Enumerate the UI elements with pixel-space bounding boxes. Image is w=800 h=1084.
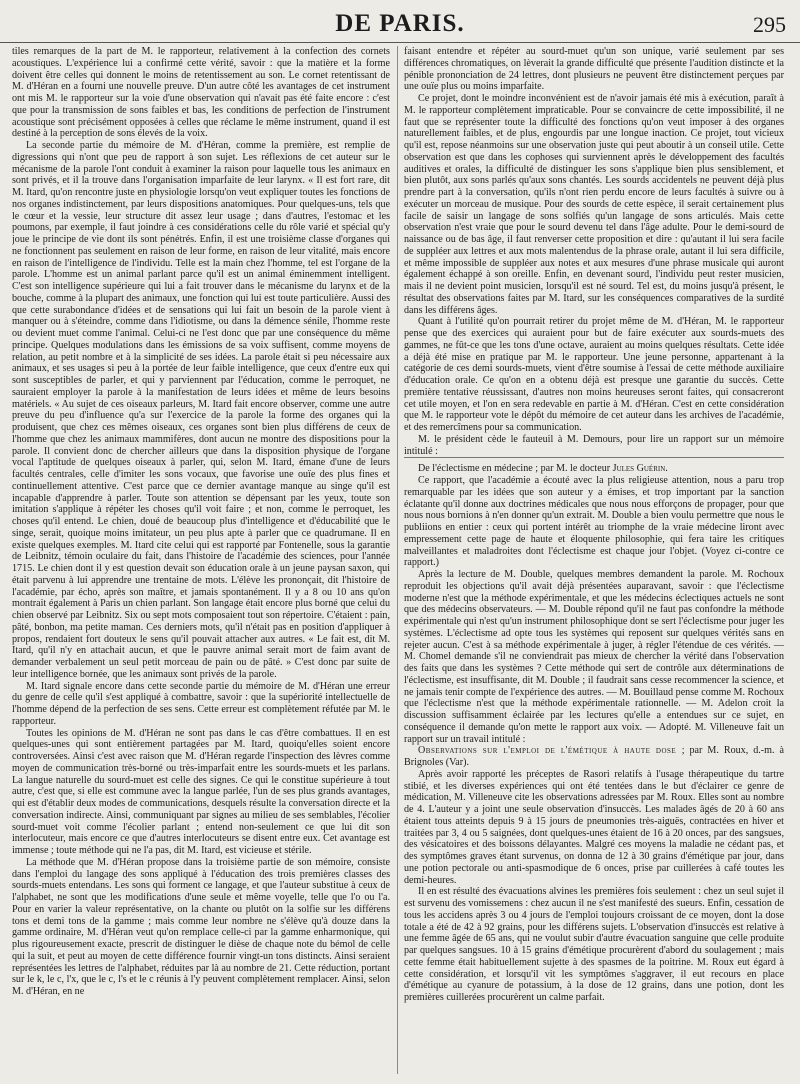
- section-title-author: Jules Guérin.: [612, 463, 668, 475]
- observation-title: [404, 745, 784, 769]
- page-number: 295: [753, 12, 786, 37]
- paragraph: Après avoir rapporté les préceptes de Rasori relatifs à l'usage thérapeutique du tartre stibié, et les diverses expériences qui ont été tentées dans le but d'éclairer ce genre de médication, M. Villeneuve cite les observations adressées par M. Roux. Elles sont au nombre de 4. L'auteur y a joint une seule observation d'insuccès. Les malades âgés de 20 à 60 ans étaient tous atteints depuis 9 à 15 jours de pneumonies très-aiguës, contractées en hiver et traitées par 3, 4 ou 5 saignées, dont quelques-unes étaient de 16 à 20 onces, par des sangsues, des vésicatoires et des boissons délayantes. Malgré ces moyens la maladie ne cédant pas, et des symptômes graves étant survenus, on donna de 12 à 30 grains d'émétique par jour, dans une potion pectorale ou anti-spasmodique de 6 onces, prise par cuillerées à café toutes les demi-heures.: [404, 768, 784, 886]
- paragraph: Après la lecture de M. Double, quelques membres demandent la parole. M. Rochoux reproduit les objections qu'il avait déjà présentées auparavant, savoir : que l'éclectisme moderne n'est que la méthode expérimentale, et que les médecins éclectiques actuels ne sont que des médecins observateurs. — M. Double répond qu'il ne faut pas confondre la méthode expérimentale qui n'est qu'un instrument philosophique dont se sert l'éclectisme pour juger les systèmes. L'éclectisme ad opte tous les systèmes qui reposent sur quelques vérités sans en rejeter aucun. C'est à sa méthode expérimentale à juger, à régler l'étendue de ces vérités. — M. Chomel demande s'il ne conviendrait pas mieux de chercher la vérité dans l'observation des faits que dans les systèmes ? Cette méthode qui sert de contrôle aux déterminations de l'éclectisme, est insuffisante, dit M. Double ; il faudrait sans cesse recommencer la science, et ne jamais tenir compte de l'expérience des autres. — M. Bouillaud pense comme M. Rochoux que l'éclectisme n'est que la méthode expérimentale rationnelle. — M. Adelon croit la discussion suffisamment éclairée par les lectures qu'elle a entendues sur ce sujet, en conséquence il demande qu'on mette le rapport aux voix. — Adopté. M. Villeneuve fait un rapport sur un travail intitulé :: [404, 569, 784, 745]
- paragraph: La méthode que M. d'Héran propose dans la troisième partie de son mémoire, consiste dans l'emploi du langage des sons appliqué à l'éducation des trois premières classes des sourds-muets entendans. Les sons qui forment ce langage, et que l'auteur substitue à ceux de l'alphabet, ne sont que les modifications d'une seule et même voyelle, telle que l'o ou l'a. Pour en varier la valeur représentative, on la chante ou plutôt on la solfie sur les différens tons et demi tons de la gamme ; mais comme leur nombre ne s'élève qu'à douze dans la gamme ordinaire, M. d'Héran veut qu'on remplace celle-ci par la gamme enharmonique, qui plus rigoureusement exacte, prescrit de distinguer le dièse de chaque note du bémol de celle qui la suit, et peut au moyen de cette différence fournir vingt-un tons distincts. Ainsi seraient représentées les lettres de l'alphabet, réduites par là au nombre de 21. Cette réduction, portant sur le k, le c, l'x, que le c, l's et le c réunis à l'y peuvent complètement remplacer. Ainsi, selon M. d'Héran, en ne: [12, 856, 390, 997]
- section-title-text: De l'éclectisme en médecine ; par M. le docteur: [418, 463, 613, 475]
- column-divider: [397, 46, 398, 1074]
- page-title: DE PARIS.: [335, 10, 465, 37]
- section-title: [404, 457, 784, 475]
- observation-title-author: ; par M. Roux, d.-m. à Brignoles (Var).: [404, 745, 784, 768]
- paragraph: Toutes les opinions de M. d'Héran ne sont pas dans le cas d'être combattues. Il en est quelques-unes qui sont entièrement partagées par M. Itard, quoiqu'elles soient encore controversées. Ainsi c'est avec raison que M. d'Héran regarde l'inspection des lèvres comme moyen de communication très-borné ou très-imparfait entre les sourds-muets et les parlans. La langue naturelle du sourd-muet est celle des signes. Ce qui le constitue supérieure à tout autre, c'est que, si elle est commune avec la langue parlée, l'un de ses plus grands avantages, qui est d'établir deux modes de communications, desquels résulte la conversation directe et la conversation indirecte. Ainsi, communiquant par signes au milieu de ses semblables, l'écolier sourd-muet voit comme l'écolier parlant ; entend non-seulement ce que lui dit son interlocuteur, mais encore ce que d'autres interlocuteurs se disent entre eux. Cet avantage est immense ; toute méthode qui ne l'a pas, dit M. Itard, est vicieuse et stérile.: [12, 727, 390, 856]
- right-column: [404, 46, 784, 1074]
- paragraph: M. Itard signale encore dans cette seconde partie du mémoire de M. d'Héran une erreur du genre de celle qu'il s'est appliqué à combattre, savoir : que la supériorité intellectuelle de l'homme dépend de la perfection de ses sens. Cette erreur est complètement réfutée par M. le rapporteur.: [12, 680, 390, 727]
- paragraph: Ce rapport, que l'académie a écouté avec la plus religieuse attention, nous a paru trop remarquable par les idées que son auteur y a émises, et trop important par la sanction éclatante qu'il donne aux doctrines médicales que nous nous efforçons de propager, pour que nous nous bornions à n'en donner qu'un extrait. M. Double a bien voulu permettre que nous le publiions en entier : ceux qui portent intérêt au triomphe de la vraie médecine liront avec empressement cette page de haute et éloquente philosophie, qui fera taire les critiques malveillantes et maladroites dont l'éclectisme est chaque jour l'objet. (Voyez ci-contre ce rapport.): [404, 475, 784, 569]
- paragraph: La seconde partie du mémoire de M. d'Héran, comme la première, est remplie de digressions qui n'ont que peu de rapport à son sujet. Les réflexions de cet auteur sur le mécanisme de la parole l'ont conduit à examiner la raison pour laquelle tous les animaux en sont privés, et il la trouve dans l'organisation imparfaite de leur larynx. « Il est fort rare, dit M. Itard, qu'on rencontre juste en physiologie lorsqu'on veut expliquer toutes les fonctions de nos organes indistinctement, par leurs dispositions anatomiques. Pour quelques-uns, tels que le cœur et la vessie, leur structure dit assez leur usage ; dans d'autres, l'estomac et les poumons, par exemple, il faut joindre à ces considérations celle du rôle varié et spécial qu'y joue le principe de vie dont ils sont pénétrés. Enfin, il est une troisième classe d'organes qui ne fonctionnent pas seulement en raison de leur forme, en raison de leur vitalité, mais encore en raison de l'intelligence de l'individu. Telle est la main chez l'homme, tel est l'organe de la parole. L'homme est un animal parlant parce qu'il est un animal éminemment intelligent. C'est son intelligence supérieure qui lui a fait trouver dans le mécanisme du larynx et de la bouche, comme à la plupart des animaux, une fonction qui lui est toute particulière. Aussi des que cette surabondance d'idées et de sensations qui lui fait un besoin de la parole vient à manquer ou à s'éteindre, comme dans l'idiotisme, ou dans la démence sénile, l'homme reste ou devient muet comme l'animal. Celui-ci ne l'est donc que par une conséquence du même principe. Quelques modulations dans les émissions de sa voix suffisent, comme moyens de relation, au petit nombre et à la simplicité de ses idées. La parole était si peu nécessaire aux animaux, et ses usages si peu à la portée de leur faible intelligence, que ceux d'entre eux qui sont susceptibles de parler, et qui y parviennent par l'éducation, comme le perroquet, ne sauraient employer la parole à la manifestation de leurs idées et même de leurs besoins matériels. « Au sujet de ces oiseaux parleurs, M. Itard fait encore observer, comme une autre preuve du peu d'influence qu'a sur l'exercice de la parole la forme des organes qui la produisent, que chez ces mêmes oiseaux, ces organes sont bien plus différens de ceux de l'homme que chez les animaux mammifères, dont aucun ne montre des dispositions pour la parole. Il convient donc de chercher ailleurs que dans la disposition physique de l'organe vocal l'aptitude de quelques oiseaux à parler, qui, selon M. Itard, émane d'une de leurs facultés centrales, celle d'imiter les sons vocaux, que favorise une ouïe des plus fines et continuellement attentive. C'est parce que ce dernier avantage manque au singe qu'il est incapable d'apprendre à parler. Toute son attention se dépensant par les yeux, toute son imitation s'applique à répéter les choses qu'il voit faire ; et non, comme le perroquet, les choses qu'il entend. Le chien, doué de beaucoup plus d'intelligence et d'éducabilité que le singe, serait, quoique moins imitateur, un peu plus apte à parler que ce quadrumane. Il en existe quelques exemples. M. Itard cite celui qui est rapporté par Fontenelle, sous la garantie de Leibnitz, témoin oculaire du fait, dans l'histoire de l'académie des sciences, pour l'année 1715. Le chien dont il y est question devait son éducation orale à un jeune paysan saxon, qui était parvenu à lui apprendre une trentaine de mots. L'élève les prononçait, dit l'histoire de l'académie, par écho, après son maître, et jamais spontanément. Il y a 8 ou 10 ans qu'on montrait également à Paris un chien parlant. Son langage était encore plus borné que celui du chien observé par Leibnitz. Six ou sept mots composaient tout son répertoire. C'étaient : pain, pâté, bonbon, ma petite maman. Ces derniers mots, qu'il n'était pas en position d'appliquer à propos, rendaient fort douteux le sens qu'il pouvait attacher aux autres. « Le fait est, dit M. Itard, qu'il n'y en attachait aucun, et que le pauvre animal serait mort de faim avant de demander verbalement un seul petit morceau de pain ou de pâté. » C'est donc par suite de leur intelligence bornée, que les animaux sont privés de la parole.: [12, 140, 390, 680]
- paragraph: Quant à l'utilité qu'on pourrait retirer du projet même de M. d'Héran, M. le rapporteur pense que des exercices qui auraient pour but de faire exécuter aux sourds-muets des gammes, ne fût-ce que les tons d'une octave, auraient au moins quelques résultats. Cette idée a déjà été mise en pratique par M. le rapporteur. Une jeune personne, appartenant à la catégorie de ces demi sourds-muets, vient d'être soumise à l'essai de cette méthode auxiliaire d'éducation orale. Ce qu'on en a obtenu déjà est presque une garantie du succès. Cette première tentative réussissant, d'autres non moins heureuses seront faites, qui consacreront cet utile moyen, et l'on en sera redevable en partie à M. d'Héran. C'est en cette considération que M. le rapporteur vote le dépôt du mémoire de cet auteur dans les archives de l'académie, et des remercîmens pour sa communication.: [404, 316, 784, 433]
- page-header: [0, 8, 800, 43]
- observation-title-text: Observations sur l'emploi de l'émétique à haute dose: [418, 745, 682, 757]
- paragraph: tiles remarques de la part de M. le rapporteur, relativement à la confection des cornets acoustiques. L'expérience lui a confirmé cette vérité, savoir : que la matière et la forme doivent être celles qui donnent le moins de retentissement au son. Le cornet retentissant de M. d'Héran en a fourni une nouvelle preuve. D'un autre côté les avantages de cet instrument ont mis M. le rapporteur sur la voie d'une observation qui n'avait pas été faite encore : c'est que pour la transmission de sons faibles et bas, les conditions de perfection de l'instrument acoustique sont précisément opposées à celles que réclame le même instrument, quand il est destiné à la perception de sons élevés de la voix.: [12, 46, 390, 140]
- left-column: [12, 46, 390, 1074]
- paragraph: M. le président cède le fauteuil à M. Demours, pour lire un rapport sur un mémoire intitulé :: [404, 433, 784, 457]
- paragraph: Il en est résulté des évacuations alvines les premières fois seulement : chez un seul sujet il est survenu des vomissemens : chez aucun il ne s'est manifesté des sueurs. Enfin, cessation de tous les accidens après 3 ou 4 jours de l'emploi toujours croissant de ce moyen, dont la dose totale a été de 42 à 92 grains, pour les différens sujets. L'observation d'insuccès est relative à une femme âgée de 65 ans, qui ne voulut subir d'autre évacuation sanguine que celle produite par quelques sangsues. 10 à 15 grains d'émétique procurèrent d'abord du soulagement ; mais cette femme était habituellement sujette à des spasmes de la poitrine. M. Roux eut égard à cette considération, et lorsqu'il vit les symptômes s'aggraver, il eut recours en place d'émétique au cyanure de potassium, à la dose de 12 grains, dans une potion, dont les premières cuillerées procurèrent un calme parfait.: [404, 886, 784, 1003]
- paragraph: faisant entendre et répéter au sourd-muet qu'un son unique, varié seulement par ses différences chromatiques, on lèverait la grande difficulté que présente l'audition distincte et la pénible prononciation de 24 lettres, dont plusieurs ne peuvent être distinctement perçues par une ouïe plus ou moins imparfaite.: [404, 46, 784, 93]
- paragraph: Ce projet, dont le moindre inconvénient est de n'avoir jamais été mis à exécution, paraît à M. le rapporteur complètement impraticable. Pour se convaincre de cette impossibilité, il ne faut que se représenter toute la difficulté des fonctions qu'on veut imposer à des organes naturellement faibles, et de plus, engourdis par une longue inaction. Ce projet, tout vicieux qu'il est, repose néanmoins sur une observation juste qui peut aboutir à un conseil utile. Cette observation est que dans les cophoses qui surviennent après le développement des facultés auditives et orales, la difficulté de distinguer les sons s'applique bien plus sensiblement, et bien plutôt, aux sons parlés qu'aux sons chantés. Les sourds accidentels ne peuvent déjà plus prendre part à la conversation, qu'ils n'ont rien perdu encore de leurs facultés à suivre ou à exécuter un morceau de musique. Pour des sourds de cette espèce, il serait certainement plus facile de saisir un langage de sons solfiés qu'un langage de sons articulés. Mais cette observation n'est vraie que pour le sourd devenu tel dans l'âge adulte. Pour le demi-sourd de naissance ou de bas âge, il faut renverser cette proposition et dire : qu'autant il lui sera facile de suppléer aux lettres et aux mots malentendus de la phrase orale, autant il lui sera difficile, et même impossible de suppléer aux notes et aux mesures d'une phrase musicale qui auront également échappé à son oreille. Enfin, en devenant sourd, l'individu peut rester musicien, mais il ne devient point musicien, lorsqu'il est né sourd. Tel est, du moins jusqu'à présent, le résultat des observations faites par M. Itard, sur les conséquences comparatives de la surdité dans les différens âges.: [404, 93, 784, 316]
